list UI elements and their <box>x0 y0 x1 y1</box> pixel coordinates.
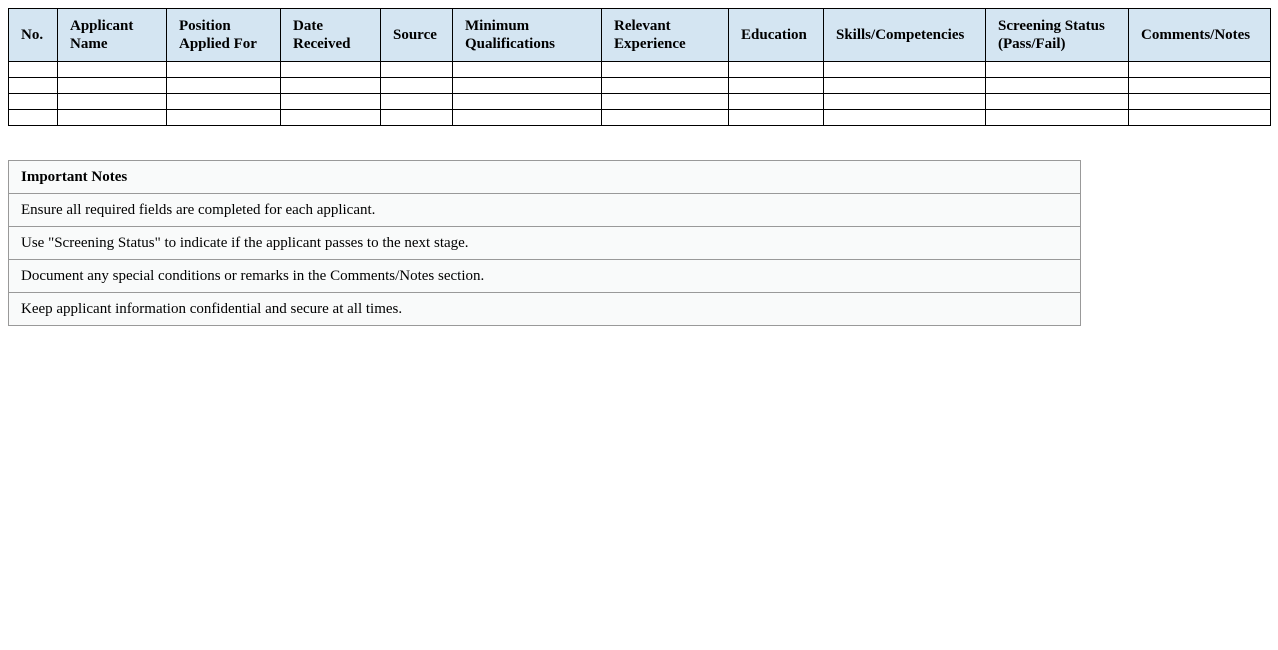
table-cell[interactable] <box>602 62 729 78</box>
table-cell[interactable] <box>824 110 986 126</box>
note-row <box>9 227 1081 260</box>
notes-heading: Important Notes <box>9 161 1081 194</box>
table-cell[interactable] <box>58 62 167 78</box>
table-cell[interactable] <box>281 110 381 126</box>
table-cell[interactable] <box>986 110 1129 126</box>
table-cell[interactable] <box>729 62 824 78</box>
header-no: No. <box>9 9 58 62</box>
table-cell[interactable] <box>9 110 58 126</box>
header-date-received: Date Received <box>281 9 381 62</box>
header-source: Source <box>381 9 453 62</box>
table-cell[interactable] <box>167 78 281 94</box>
applicant-screening-table <box>8 8 1271 126</box>
table-cell[interactable] <box>986 78 1129 94</box>
note-row <box>9 194 1081 227</box>
table-cell[interactable] <box>58 78 167 94</box>
table-cell[interactable] <box>381 78 453 94</box>
table-cell[interactable] <box>1129 94 1271 110</box>
header-education: Education <box>729 9 824 62</box>
header-minimum-qualifications: Minimum Qualifications <box>453 9 602 62</box>
table-cell[interactable] <box>1129 78 1271 94</box>
table-cell[interactable] <box>167 110 281 126</box>
note-item: Ensure all required fields are completed for each applicant. <box>9 194 1081 227</box>
note-item: Use "Screening Status" to indicate if the applicant passes to the next stage. <box>9 227 1081 260</box>
table-header-row <box>9 9 1271 62</box>
note-item: Document any special conditions or remarks in the Comments/Notes section. <box>9 260 1081 293</box>
table-cell[interactable] <box>9 78 58 94</box>
table-cell[interactable] <box>453 110 602 126</box>
table-cell[interactable] <box>729 78 824 94</box>
table-row <box>9 110 1271 126</box>
header-position-applied-for: Position Applied For <box>167 9 281 62</box>
table-cell[interactable] <box>729 110 824 126</box>
table-cell[interactable] <box>281 62 381 78</box>
table-cell[interactable] <box>1129 110 1271 126</box>
header-relevant-experience: Relevant Experience <box>602 9 729 62</box>
important-notes-table <box>8 160 1081 326</box>
table-cell[interactable] <box>281 94 381 110</box>
header-comments-notes: Comments/Notes <box>1129 9 1271 62</box>
table-cell[interactable] <box>381 62 453 78</box>
table-row <box>9 94 1271 110</box>
table-cell[interactable] <box>281 78 381 94</box>
table-cell[interactable] <box>602 78 729 94</box>
table-cell[interactable] <box>381 110 453 126</box>
table-cell[interactable] <box>986 62 1129 78</box>
table-cell[interactable] <box>824 62 986 78</box>
notes-heading-row <box>9 161 1081 194</box>
table-cell[interactable] <box>1129 62 1271 78</box>
table-cell[interactable] <box>986 94 1129 110</box>
table-cell[interactable] <box>453 78 602 94</box>
header-skills-competencies: Skills/Competencies <box>824 9 986 62</box>
table-row <box>9 78 1271 94</box>
table-cell[interactable] <box>824 94 986 110</box>
table-cell[interactable] <box>602 110 729 126</box>
header-screening-status: Screening Status (Pass/Fail) <box>986 9 1129 62</box>
table-cell[interactable] <box>453 94 602 110</box>
note-item: Keep applicant information confidential and secure at all times. <box>9 293 1081 326</box>
table-cell[interactable] <box>58 110 167 126</box>
table-row <box>9 62 1271 78</box>
table-cell[interactable] <box>453 62 602 78</box>
header-applicant-name: Applicant Name <box>58 9 167 62</box>
table-cell[interactable] <box>729 94 824 110</box>
table-cell[interactable] <box>167 62 281 78</box>
table-cell[interactable] <box>824 78 986 94</box>
table-cell[interactable] <box>602 94 729 110</box>
table-cell[interactable] <box>167 94 281 110</box>
note-row <box>9 260 1081 293</box>
table-cell[interactable] <box>9 62 58 78</box>
note-row <box>9 293 1081 326</box>
table-cell[interactable] <box>58 94 167 110</box>
table-cell[interactable] <box>9 94 58 110</box>
table-cell[interactable] <box>381 94 453 110</box>
